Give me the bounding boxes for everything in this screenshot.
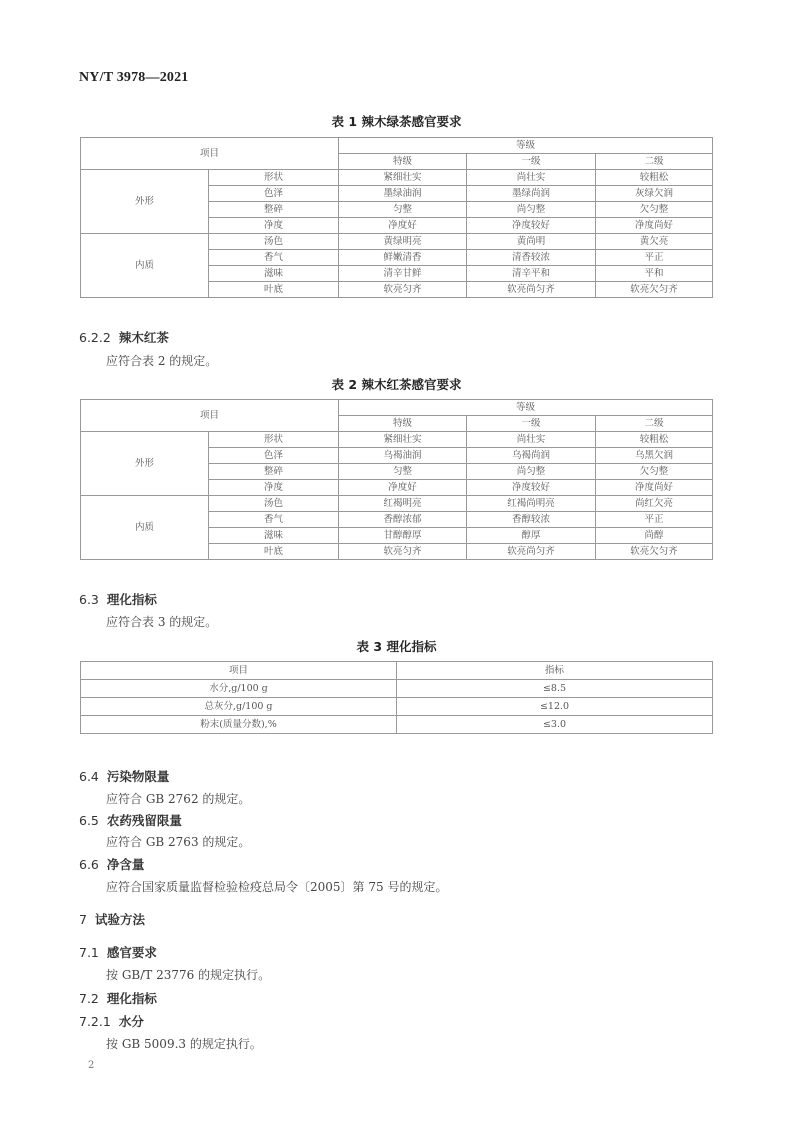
grade-cell: 净度好 bbox=[339, 218, 467, 234]
grade-cell: 软亮匀齐 bbox=[339, 282, 467, 298]
grade-cell: 较粗松 bbox=[596, 432, 713, 448]
table3-item: 水分,g/100 g bbox=[81, 680, 397, 698]
grade-cell: 清辛甘鲜 bbox=[339, 266, 467, 282]
grade-header: 等级 bbox=[339, 400, 713, 416]
table3-value: ≤12.0 bbox=[397, 698, 713, 716]
table3-value: ≤8.5 bbox=[397, 680, 713, 698]
grade-column-header: 一级 bbox=[467, 416, 596, 432]
section-6-6-text: 应符合国家质量监督检验检疫总局令〔2005〕第 75 号的规定。 bbox=[106, 880, 448, 894]
grade-cell: 紧细壮实 bbox=[339, 170, 467, 186]
grade-cell: 墨绿尚润 bbox=[467, 186, 596, 202]
table3-item: 粉末(质量分数),% bbox=[81, 716, 397, 734]
page-number: 2 bbox=[88, 1060, 95, 1071]
table-row bbox=[81, 680, 713, 698]
table-row bbox=[81, 496, 713, 512]
grade-cell: 黄欠亮 bbox=[596, 234, 713, 250]
table3-value: ≤3.0 bbox=[397, 716, 713, 734]
grade-cell: 香醇较浓 bbox=[467, 512, 596, 528]
grade-cell: 鲜嫩清香 bbox=[339, 250, 467, 266]
row-label: 形状 bbox=[209, 170, 339, 186]
grade-cell: 墨绿油润 bbox=[339, 186, 467, 202]
row-label: 色泽 bbox=[209, 186, 339, 202]
grade-cell: 净度较好 bbox=[467, 480, 596, 496]
grade-cell: 平正 bbox=[596, 512, 713, 528]
table3-item: 总灰分,g/100 g bbox=[81, 698, 397, 716]
row-label: 叶底 bbox=[209, 544, 339, 560]
grade-cell: 平和 bbox=[596, 266, 713, 282]
row-label: 汤色 bbox=[209, 234, 339, 250]
grade-cell: 甘醇醇厚 bbox=[339, 528, 467, 544]
grade-cell: 软亮欠匀齐 bbox=[596, 282, 713, 298]
grade-cell: 乌黑欠润 bbox=[596, 448, 713, 464]
grade-cell: 香醇浓郁 bbox=[339, 512, 467, 528]
grade-cell: 匀整 bbox=[339, 202, 467, 218]
grade-cell: 紧细壮实 bbox=[339, 432, 467, 448]
table3-header-index: 指标 bbox=[397, 662, 713, 680]
grade-column-header: 特级 bbox=[339, 154, 467, 170]
section-6-2-2-heading: 6.2.2 辣木红茶 bbox=[79, 330, 169, 345]
grade-cell: 尚壮实 bbox=[467, 170, 596, 186]
row-label: 净度 bbox=[209, 480, 339, 496]
table-row bbox=[81, 234, 713, 250]
row-label: 形状 bbox=[209, 432, 339, 448]
table1-caption: 表 1 辣木绿茶感官要求 bbox=[331, 114, 462, 129]
row-label: 色泽 bbox=[209, 448, 339, 464]
grade-cell: 清辛平和 bbox=[467, 266, 596, 282]
grade-cell: 软亮尚匀齐 bbox=[467, 544, 596, 560]
section-7-2-heading: 7.2 理化指标 bbox=[79, 991, 157, 1006]
grade-cell: 黄尚明 bbox=[467, 234, 596, 250]
grade-cell: 软亮匀齐 bbox=[339, 544, 467, 560]
grade-cell: 红褐尚明亮 bbox=[467, 496, 596, 512]
grade-column-header: 二级 bbox=[596, 154, 713, 170]
grade-column-header: 二级 bbox=[596, 416, 713, 432]
grade-cell: 欠匀整 bbox=[596, 202, 713, 218]
table2-caption: 表 2 辣木红茶感官要求 bbox=[331, 377, 462, 392]
row-label: 叶底 bbox=[209, 282, 339, 298]
grade-cell: 净度好 bbox=[339, 480, 467, 496]
row-label: 香气 bbox=[209, 250, 339, 266]
row-label: 香气 bbox=[209, 512, 339, 528]
row-label: 净度 bbox=[209, 218, 339, 234]
grade-cell: 平正 bbox=[596, 250, 713, 266]
grade-cell: 较粗松 bbox=[596, 170, 713, 186]
item-header: 项目 bbox=[81, 400, 339, 432]
section-6-5-heading: 6.5 农药残留限量 bbox=[79, 813, 182, 828]
section-7-1-heading: 7.1 感官要求 bbox=[79, 945, 157, 960]
row-label: 整碎 bbox=[209, 202, 339, 218]
grade-cell: 醇厚 bbox=[467, 528, 596, 544]
grade-header: 等级 bbox=[339, 138, 713, 154]
table-header-row bbox=[81, 400, 713, 416]
section-7-2-1-text: 按 GB 5009.3 的规定执行。 bbox=[106, 1037, 262, 1051]
grade-cell: 匀整 bbox=[339, 464, 467, 480]
grade-cell: 清香较浓 bbox=[467, 250, 596, 266]
item-header: 项目 bbox=[81, 138, 339, 170]
grade-cell: 尚匀整 bbox=[467, 202, 596, 218]
table2 bbox=[80, 399, 713, 560]
group-label: 内质 bbox=[81, 496, 209, 560]
grade-cell: 欠匀整 bbox=[596, 464, 713, 480]
table3 bbox=[80, 661, 713, 734]
table-row bbox=[81, 716, 713, 734]
table3-header-item: 项目 bbox=[81, 662, 397, 680]
grade-cell: 灰绿欠润 bbox=[596, 186, 713, 202]
section-6-3-heading: 6.3 理化指标 bbox=[79, 592, 157, 607]
grade-cell: 黄绿明亮 bbox=[339, 234, 467, 250]
table-row bbox=[81, 432, 713, 448]
grade-cell: 尚红欠亮 bbox=[596, 496, 713, 512]
group-label: 内质 bbox=[81, 234, 209, 298]
section-6-5-text: 应符合 GB 2763 的规定。 bbox=[106, 835, 251, 849]
section-7-1-text: 按 GB/T 23776 的规定执行。 bbox=[106, 968, 271, 982]
grade-cell: 尚醇 bbox=[596, 528, 713, 544]
document-code: NY/T 3978—2021 bbox=[79, 70, 189, 85]
section-6-3-text: 应符合表 3 的规定。 bbox=[106, 615, 218, 629]
group-label: 外形 bbox=[81, 170, 209, 234]
grade-column-header: 一级 bbox=[467, 154, 596, 170]
grade-cell: 红褐明亮 bbox=[339, 496, 467, 512]
row-label: 滋味 bbox=[209, 266, 339, 282]
grade-cell: 净度较好 bbox=[467, 218, 596, 234]
grade-cell: 净度尚好 bbox=[596, 218, 713, 234]
row-label: 整碎 bbox=[209, 464, 339, 480]
table-row bbox=[81, 170, 713, 186]
row-label: 汤色 bbox=[209, 496, 339, 512]
grade-cell: 软亮尚匀齐 bbox=[467, 282, 596, 298]
section-7-heading: 7 试验方法 bbox=[79, 912, 145, 927]
grade-cell: 软亮欠匀齐 bbox=[596, 544, 713, 560]
grade-cell: 乌褐尚润 bbox=[467, 448, 596, 464]
table3-caption: 表 3 理化指标 bbox=[356, 639, 437, 654]
grade-cell: 尚匀整 bbox=[467, 464, 596, 480]
row-label: 滋味 bbox=[209, 528, 339, 544]
table1 bbox=[80, 137, 713, 298]
group-label: 外形 bbox=[81, 432, 209, 496]
section-6-4-text: 应符合 GB 2762 的规定。 bbox=[106, 792, 251, 806]
table-row bbox=[81, 698, 713, 716]
table-header-row bbox=[81, 138, 713, 154]
grade-column-header: 特级 bbox=[339, 416, 467, 432]
section-6-6-heading: 6.6 净含量 bbox=[79, 857, 145, 872]
section-6-2-2-text: 应符合表 2 的规定。 bbox=[106, 354, 218, 368]
section-6-4-heading: 6.4 污染物限量 bbox=[79, 769, 170, 784]
grade-cell: 净度尚好 bbox=[596, 480, 713, 496]
section-7-2-1-heading: 7.2.1 水分 bbox=[79, 1014, 144, 1029]
grade-cell: 尚壮实 bbox=[467, 432, 596, 448]
grade-cell: 乌褐油润 bbox=[339, 448, 467, 464]
